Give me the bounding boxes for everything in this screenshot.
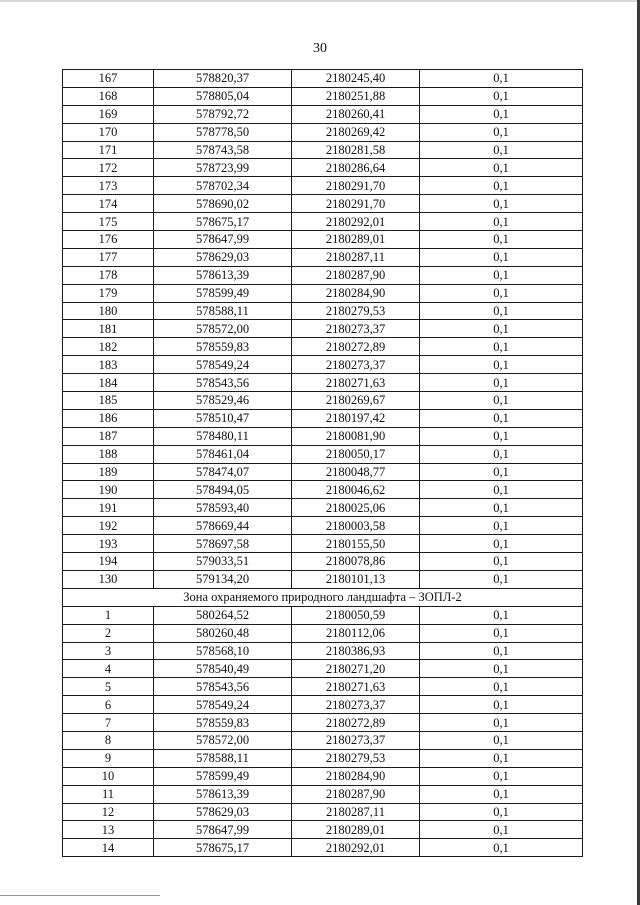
coordinate-x-cell: 578543,56 <box>154 678 292 696</box>
table-row <box>63 195 583 213</box>
accuracy-cell: 0,1 <box>420 785 583 803</box>
table-row <box>63 570 583 588</box>
accuracy-cell: 0,1 <box>420 642 583 660</box>
accuracy-cell: 0,1 <box>420 159 583 177</box>
accuracy-cell: 0,1 <box>420 248 583 266</box>
coordinate-x-cell: 578690,02 <box>154 195 292 213</box>
point-number-cell: 167 <box>63 70 154 88</box>
point-number-cell: 7 <box>63 714 154 732</box>
accuracy-cell: 0,1 <box>420 553 583 571</box>
accuracy-cell: 0,1 <box>420 463 583 481</box>
accuracy-cell: 0,1 <box>420 141 583 159</box>
accuracy-cell: 0,1 <box>420 624 583 642</box>
coordinate-x-cell: 578540,49 <box>154 660 292 678</box>
table-row <box>63 696 583 714</box>
point-number-cell: 171 <box>63 141 154 159</box>
point-number-cell: 6 <box>63 696 154 714</box>
point-number-cell: 5 <box>63 678 154 696</box>
point-number-cell: 181 <box>63 320 154 338</box>
coordinate-y-cell: 2180112,06 <box>292 624 420 642</box>
coordinate-y-cell: 2180386,93 <box>292 642 420 660</box>
coordinate-y-cell: 2180287,11 <box>292 248 420 266</box>
coordinate-y-cell: 2180155,50 <box>292 535 420 553</box>
coordinate-x-cell: 578599,49 <box>154 767 292 785</box>
coordinate-x-cell: 578778,50 <box>154 123 292 141</box>
table-row <box>63 606 583 624</box>
coordinate-x-cell: 578820,37 <box>154 70 292 88</box>
coordinate-y-cell: 2180272,89 <box>292 714 420 732</box>
point-number-cell: 180 <box>63 302 154 320</box>
coordinate-x-cell: 578675,17 <box>154 213 292 231</box>
coordinate-y-cell: 2180273,37 <box>292 320 420 338</box>
point-number-cell: 192 <box>63 517 154 535</box>
coordinate-y-cell: 2180271,20 <box>292 660 420 678</box>
table-row <box>63 392 583 410</box>
table-row <box>63 714 583 732</box>
table-row <box>63 284 583 302</box>
table-row <box>63 123 583 141</box>
point-number-cell: 183 <box>63 356 154 374</box>
coordinate-x-cell: 578647,99 <box>154 231 292 249</box>
point-number-cell: 11 <box>63 785 154 803</box>
table-row <box>63 624 583 642</box>
coordinate-y-cell: 2180291,70 <box>292 195 420 213</box>
coordinates-table <box>62 69 583 857</box>
accuracy-cell: 0,1 <box>420 427 583 445</box>
table-row <box>63 731 583 749</box>
coordinate-x-cell: 580264,52 <box>154 606 292 624</box>
table-row <box>63 463 583 481</box>
coordinate-x-cell: 578559,83 <box>154 714 292 732</box>
coordinate-x-cell: 578697,58 <box>154 535 292 553</box>
coordinate-x-cell: 578494,05 <box>154 481 292 499</box>
coordinate-y-cell: 2180284,90 <box>292 284 420 302</box>
accuracy-cell: 0,1 <box>420 105 583 123</box>
table-row <box>63 821 583 839</box>
coordinate-y-cell: 2180271,63 <box>292 678 420 696</box>
point-number-cell: 3 <box>63 642 154 660</box>
accuracy-cell: 0,1 <box>420 731 583 749</box>
accuracy-cell: 0,1 <box>420 821 583 839</box>
point-number-cell: 172 <box>63 159 154 177</box>
coordinate-y-cell: 2180269,67 <box>292 392 420 410</box>
coordinate-y-cell: 2180260,41 <box>292 105 420 123</box>
accuracy-cell: 0,1 <box>420 803 583 821</box>
point-number-cell: 188 <box>63 445 154 463</box>
coordinate-y-cell: 2180048,77 <box>292 463 420 481</box>
coordinate-y-cell: 2180287,90 <box>292 266 420 284</box>
table-row <box>63 749 583 767</box>
accuracy-cell: 0,1 <box>420 660 583 678</box>
accuracy-cell: 0,1 <box>420 696 583 714</box>
coordinate-x-cell: 578613,39 <box>154 266 292 284</box>
coordinate-y-cell: 2180291,70 <box>292 177 420 195</box>
coordinate-y-cell: 2180273,37 <box>292 356 420 374</box>
accuracy-cell: 0,1 <box>420 499 583 517</box>
point-number-cell: 193 <box>63 535 154 553</box>
coordinate-x-cell: 578675,17 <box>154 839 292 857</box>
accuracy-cell: 0,1 <box>420 749 583 767</box>
point-number-cell: 10 <box>63 767 154 785</box>
point-number-cell: 13 <box>63 821 154 839</box>
accuracy-cell: 0,1 <box>420 284 583 302</box>
accuracy-cell: 0,1 <box>420 374 583 392</box>
accuracy-cell: 0,1 <box>420 266 583 284</box>
table-row <box>63 302 583 320</box>
coordinate-x-cell: 578549,24 <box>154 696 292 714</box>
point-number-cell: 9 <box>63 749 154 767</box>
table-row <box>63 481 583 499</box>
coordinate-y-cell: 2180269,42 <box>292 123 420 141</box>
coordinate-x-cell: 578588,11 <box>154 749 292 767</box>
coordinate-x-cell: 578543,56 <box>154 374 292 392</box>
table-row <box>63 338 583 356</box>
point-number-cell: 175 <box>63 213 154 231</box>
coordinate-y-cell: 2180292,01 <box>292 839 420 857</box>
table-row <box>63 356 583 374</box>
accuracy-cell: 0,1 <box>420 356 583 374</box>
point-number-cell: 189 <box>63 463 154 481</box>
table-row <box>63 785 583 803</box>
table-row <box>63 553 583 571</box>
coordinate-y-cell: 2180197,42 <box>292 409 420 427</box>
coordinate-x-cell: 578549,24 <box>154 356 292 374</box>
coordinate-y-cell: 2180273,37 <box>292 696 420 714</box>
accuracy-cell: 0,1 <box>420 767 583 785</box>
accuracy-cell: 0,1 <box>420 123 583 141</box>
coordinate-x-cell: 578593,40 <box>154 499 292 517</box>
coordinate-x-cell: 578613,39 <box>154 785 292 803</box>
point-number-cell: 130 <box>63 570 154 588</box>
coordinate-x-cell: 578572,00 <box>154 731 292 749</box>
table-row <box>63 231 583 249</box>
table-row <box>63 177 583 195</box>
coordinate-y-cell: 2180046,62 <box>292 481 420 499</box>
table-row <box>63 159 583 177</box>
point-number-cell: 2 <box>63 624 154 642</box>
table-row <box>63 660 583 678</box>
coordinate-x-cell: 578743,58 <box>154 141 292 159</box>
coordinate-x-cell: 578510,47 <box>154 409 292 427</box>
accuracy-cell: 0,1 <box>420 839 583 857</box>
accuracy-cell: 0,1 <box>420 195 583 213</box>
accuracy-cell: 0,1 <box>420 445 583 463</box>
coordinate-x-cell: 578568,10 <box>154 642 292 660</box>
coordinate-y-cell: 2180279,53 <box>292 749 420 767</box>
coordinate-x-cell: 578461,04 <box>154 445 292 463</box>
coordinate-y-cell: 2180287,90 <box>292 785 420 803</box>
accuracy-cell: 0,1 <box>420 517 583 535</box>
point-number-cell: 182 <box>63 338 154 356</box>
coordinate-x-cell: 578805,04 <box>154 87 292 105</box>
accuracy-cell: 0,1 <box>420 87 583 105</box>
coordinate-y-cell: 2180292,01 <box>292 213 420 231</box>
table-row <box>63 499 583 517</box>
section-title: Зона охраняемого природного ландшафта – ЗОПЛ-2 <box>63 588 583 606</box>
accuracy-cell: 0,1 <box>420 231 583 249</box>
point-number-cell: 186 <box>63 409 154 427</box>
table-row <box>63 105 583 123</box>
coordinate-x-cell: 578599,49 <box>154 284 292 302</box>
point-number-cell: 174 <box>63 195 154 213</box>
table-row <box>63 87 583 105</box>
table-row <box>63 248 583 266</box>
coordinate-y-cell: 2180251,88 <box>292 87 420 105</box>
table-row <box>63 767 583 785</box>
table-row <box>63 803 583 821</box>
coordinate-x-cell: 578474,07 <box>154 463 292 481</box>
table-row <box>63 535 583 553</box>
accuracy-cell: 0,1 <box>420 338 583 356</box>
point-number-cell: 8 <box>63 731 154 749</box>
coordinate-y-cell: 2180101,13 <box>292 570 420 588</box>
accuracy-cell: 0,1 <box>420 714 583 732</box>
accuracy-cell: 0,1 <box>420 302 583 320</box>
coordinate-y-cell: 2180245,40 <box>292 70 420 88</box>
accuracy-cell: 0,1 <box>420 70 583 88</box>
coordinate-x-cell: 578588,11 <box>154 302 292 320</box>
accuracy-cell: 0,1 <box>420 535 583 553</box>
accuracy-cell: 0,1 <box>420 409 583 427</box>
point-number-cell: 178 <box>63 266 154 284</box>
page-number: 30 <box>313 41 327 56</box>
coordinate-y-cell: 2180287,11 <box>292 803 420 821</box>
point-number-cell: 173 <box>63 177 154 195</box>
coordinate-y-cell: 2180284,90 <box>292 767 420 785</box>
point-number-cell: 184 <box>63 374 154 392</box>
point-number-cell: 190 <box>63 481 154 499</box>
point-number-cell: 168 <box>63 87 154 105</box>
point-number-cell: 170 <box>63 123 154 141</box>
point-number-cell: 177 <box>63 248 154 266</box>
coordinate-y-cell: 2180003,58 <box>292 517 420 535</box>
accuracy-cell: 0,1 <box>420 213 583 231</box>
accuracy-cell: 0,1 <box>420 392 583 410</box>
coordinate-y-cell: 2180050,17 <box>292 445 420 463</box>
coordinate-y-cell: 2180050,59 <box>292 606 420 624</box>
coordinate-y-cell: 2180025,06 <box>292 499 420 517</box>
point-number-cell: 187 <box>63 427 154 445</box>
coordinate-y-cell: 2180279,53 <box>292 302 420 320</box>
accuracy-cell: 0,1 <box>420 678 583 696</box>
table-row <box>63 678 583 696</box>
table-row <box>63 427 583 445</box>
table-row <box>63 839 583 857</box>
coordinate-y-cell: 2180289,01 <box>292 231 420 249</box>
coordinate-y-cell: 2180289,01 <box>292 821 420 839</box>
coordinate-y-cell: 2180271,63 <box>292 374 420 392</box>
coordinate-y-cell: 2180081,90 <box>292 427 420 445</box>
point-number-cell: 169 <box>63 105 154 123</box>
coordinates-table-body <box>63 70 583 857</box>
coordinate-y-cell: 2180273,37 <box>292 731 420 749</box>
coordinate-x-cell: 578792,72 <box>154 105 292 123</box>
coordinate-y-cell: 2180281,58 <box>292 141 420 159</box>
coordinate-y-cell: 2180078,86 <box>292 553 420 571</box>
coordinate-x-cell: 578702,34 <box>154 177 292 195</box>
accuracy-cell: 0,1 <box>420 481 583 499</box>
coordinate-x-cell: 578480,11 <box>154 427 292 445</box>
coordinate-x-cell: 579033,51 <box>154 553 292 571</box>
accuracy-cell: 0,1 <box>420 570 583 588</box>
coordinate-x-cell: 578669,44 <box>154 517 292 535</box>
coordinate-x-cell: 578647,99 <box>154 821 292 839</box>
point-number-cell: 176 <box>63 231 154 249</box>
table-row <box>63 517 583 535</box>
table-row <box>63 642 583 660</box>
coordinate-x-cell: 578529,46 <box>154 392 292 410</box>
page-edge-top <box>0 0 640 2</box>
point-number-cell: 4 <box>63 660 154 678</box>
footer-divider <box>0 895 160 896</box>
point-number-cell: 12 <box>63 803 154 821</box>
point-number-cell: 1 <box>63 606 154 624</box>
accuracy-cell: 0,1 <box>420 606 583 624</box>
table-row <box>63 445 583 463</box>
table-row <box>63 374 583 392</box>
table-row <box>63 409 583 427</box>
point-number-cell: 185 <box>63 392 154 410</box>
coordinate-x-cell: 578723,99 <box>154 159 292 177</box>
table-row <box>63 320 583 338</box>
coordinate-x-cell: 579134,20 <box>154 570 292 588</box>
coordinate-y-cell: 2180272,89 <box>292 338 420 356</box>
table-row <box>63 141 583 159</box>
coordinate-x-cell: 578572,00 <box>154 320 292 338</box>
point-number-cell: 194 <box>63 553 154 571</box>
point-number-cell: 14 <box>63 839 154 857</box>
point-number-cell: 179 <box>63 284 154 302</box>
table-row <box>63 213 583 231</box>
coordinate-x-cell: 578559,83 <box>154 338 292 356</box>
accuracy-cell: 0,1 <box>420 177 583 195</box>
section-header-row <box>63 588 583 606</box>
coordinate-y-cell: 2180286,64 <box>292 159 420 177</box>
coordinate-x-cell: 580260,48 <box>154 624 292 642</box>
accuracy-cell: 0,1 <box>420 320 583 338</box>
coordinate-x-cell: 578629,03 <box>154 248 292 266</box>
table-row <box>63 266 583 284</box>
point-number-cell: 191 <box>63 499 154 517</box>
coordinate-x-cell: 578629,03 <box>154 803 292 821</box>
table-row <box>63 70 583 88</box>
